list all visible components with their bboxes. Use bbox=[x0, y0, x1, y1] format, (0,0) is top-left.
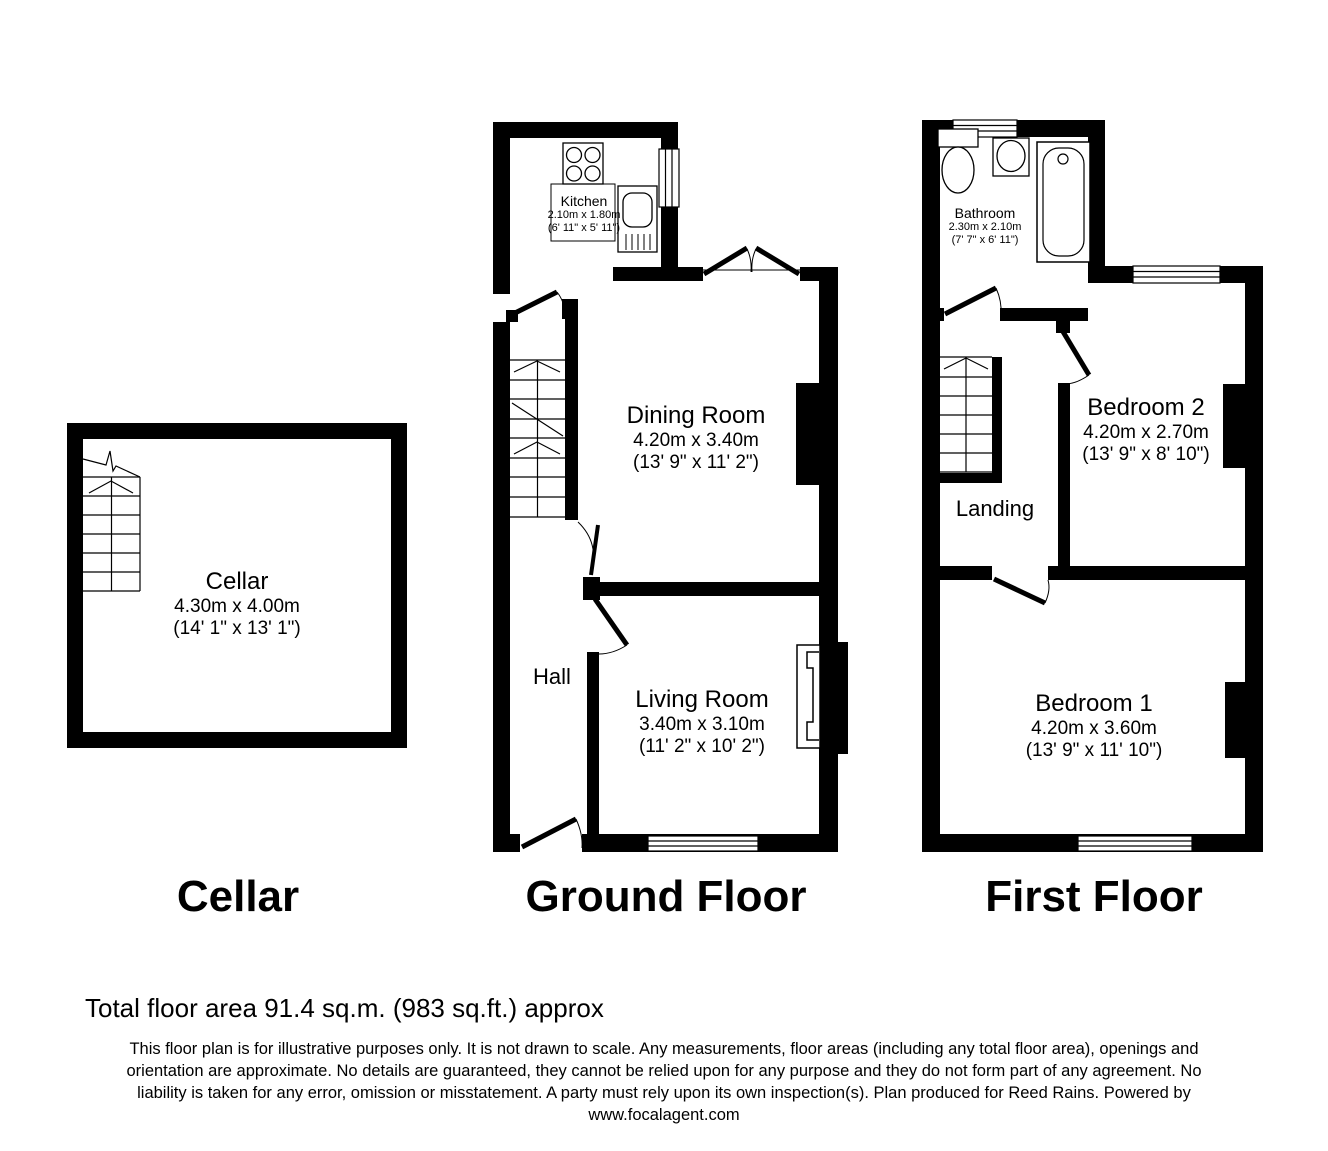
disclaimer-line: liability is taken for any error, omission or misstatement. A party must rely upon its own inspection(s). Plan produced for Reed Rains. Powered by bbox=[137, 1084, 1191, 1102]
room-name: Cellar bbox=[205, 568, 269, 595]
landing-label: Landing bbox=[955, 496, 1035, 521]
room-imperial: (13' 9" x 11' 2") bbox=[632, 451, 760, 473]
room-name: Living Room bbox=[635, 686, 769, 713]
basin-icon bbox=[993, 138, 1029, 176]
room-imperial: (11' 2" x 10' 2") bbox=[638, 735, 765, 757]
dining-room-label bbox=[627, 402, 766, 474]
room-metric: 3.40m x 3.10m bbox=[639, 713, 765, 735]
kitchen-window bbox=[659, 149, 679, 207]
room-metric: 4.20m x 2.70m bbox=[1083, 421, 1209, 443]
kitchen-label bbox=[548, 194, 621, 235]
bedroom1-label bbox=[1026, 690, 1163, 762]
room-metric: 2.30m x 2.10m bbox=[948, 221, 1022, 234]
room-metric: 2.10m x 1.80m bbox=[547, 209, 621, 222]
room-imperial: (13' 9" x 11' 10") bbox=[1025, 739, 1163, 761]
bedroom2-chimney-breast bbox=[1223, 384, 1245, 468]
disclaimer-line: This floor plan is for illustrative purposes only. It is not drawn to scale. Any measurements, floor areas (including any total floor area), openings and bbox=[129, 1040, 1199, 1058]
dining-door bbox=[578, 522, 598, 575]
room-imperial: (7' 7" x 6' 11") bbox=[951, 234, 1019, 247]
disclaimer-url: www.focalagent.com bbox=[588, 1106, 740, 1124]
french-doors bbox=[703, 248, 800, 274]
room-imperial: (13' 9" x 8' 10") bbox=[1082, 443, 1210, 465]
cellar-title: Cellar bbox=[176, 872, 300, 921]
total-floor-area: Total floor area 91.4 sq.m. (983 sq.ft.) approx bbox=[85, 993, 604, 1023]
bathtub-icon bbox=[1037, 142, 1090, 262]
room-name: Kitchen bbox=[560, 193, 608, 209]
cellar-room-label bbox=[173, 568, 300, 640]
fireplace-icon bbox=[797, 645, 820, 748]
bedroom2-door bbox=[1062, 330, 1089, 384]
first-stairs bbox=[940, 357, 992, 472]
bedroom2-label bbox=[1082, 394, 1209, 466]
living-room-window bbox=[648, 836, 758, 851]
stove-icon bbox=[563, 143, 603, 184]
room-imperial: (6' 11" x 5' 11") bbox=[547, 222, 621, 235]
room-name: Bedroom 2 bbox=[1087, 394, 1205, 421]
hall-top-door bbox=[511, 292, 565, 316]
dining-chimney-breast bbox=[796, 383, 819, 485]
bedroom2-window bbox=[1133, 266, 1220, 283]
room-metric: 4.30m x 4.00m bbox=[174, 595, 300, 617]
disclaimer-line: orientation are approximate. No details are guaranteed, they cannot be relied upon for any purpose and they do not form part of any agreement. No bbox=[126, 1062, 1202, 1080]
first-floor-title: First Floor bbox=[985, 872, 1203, 921]
ground-floor-title: Ground Floor bbox=[525, 872, 807, 921]
bathroom-label bbox=[949, 206, 1022, 247]
bathroom-door bbox=[945, 288, 1001, 315]
bedroom1-window bbox=[1078, 836, 1192, 851]
kitchen-sink-icon bbox=[618, 186, 657, 252]
toilet-icon bbox=[938, 129, 978, 193]
bedroom1-door bbox=[994, 579, 1049, 603]
room-metric: 4.20m x 3.40m bbox=[633, 429, 759, 451]
disclaimer-text bbox=[0, 1038, 1328, 1126]
living-room-door bbox=[595, 599, 627, 654]
ground-stairs bbox=[510, 360, 565, 517]
room-imperial: (14' 1" x 13' 1") bbox=[173, 617, 301, 639]
room-name: Bathroom bbox=[954, 205, 1016, 221]
bedroom1-chimney-breast bbox=[1225, 682, 1245, 758]
room-name: Dining Room bbox=[626, 402, 766, 429]
room-name: Bedroom 1 bbox=[1035, 690, 1153, 717]
living-room-label bbox=[635, 686, 768, 758]
room-metric: 4.20m x 3.60m bbox=[1031, 717, 1157, 739]
hall-label: Hall bbox=[533, 664, 571, 689]
